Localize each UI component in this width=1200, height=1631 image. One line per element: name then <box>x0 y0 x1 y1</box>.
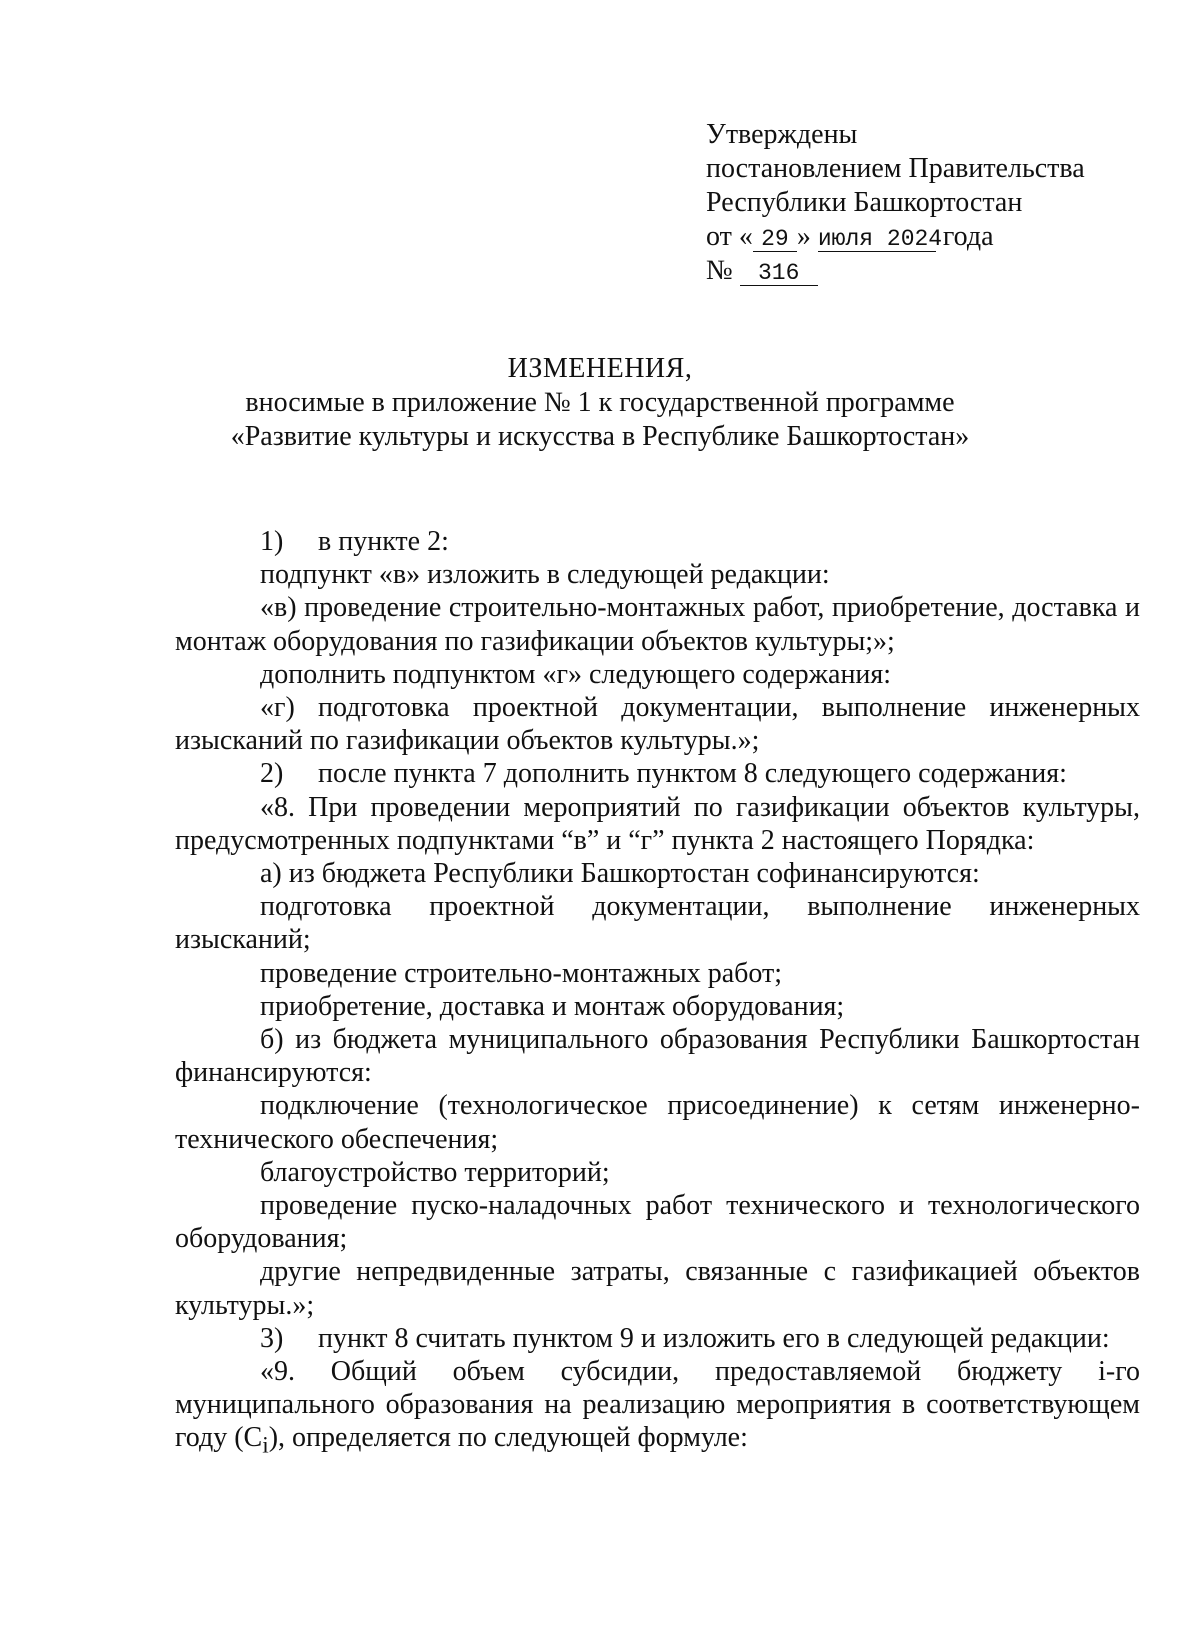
paragraph-8 <box>175 857 1140 890</box>
title-subtitle-1: вносимые в приложение № 1 к государственной программе <box>245 387 955 418</box>
paragraph-text: «9. Общий объем субсидии, предоставляемой бюджету i-го муниципального образования на реализацию мероприятия в соответствующем году (C <box>175 1356 1140 1454</box>
date-suffix: года <box>942 221 994 252</box>
paragraph-10 <box>175 957 1140 990</box>
paragraph-3 <box>175 591 1140 657</box>
document-body <box>175 525 1140 1463</box>
document-title <box>0 352 1200 454</box>
item-number: 1) <box>260 526 284 557</box>
date-day: 29 <box>753 227 797 252</box>
paragraph-text-end: ), определяется по следующей формуле: <box>268 1422 748 1454</box>
paragraph-18 <box>175 1355 1140 1463</box>
paragraph-7 <box>175 791 1140 857</box>
paragraph-11 <box>175 990 1140 1023</box>
paragraph-4 <box>175 658 1140 691</box>
number-prefix: № <box>706 255 733 286</box>
paragraph-text: а) из бюджета Республики Башкортостан софинансируются: <box>260 858 980 890</box>
title-subtitle-2: «Развитие культуры и искусства в Республике Башкортостан» <box>230 421 970 452</box>
paragraph-text: другие непредвиденные затраты, связанные с газификацией объектов культуры.»; <box>175 1256 1140 1321</box>
paragraph-text: подготовка проектной документации, выполнение инженерных изысканий; <box>175 891 1140 956</box>
title-heading: ИЗМЕНЕНИЯ, <box>507 353 693 384</box>
paragraph-14 <box>175 1156 1140 1189</box>
paragraph-1 <box>175 525 1140 558</box>
paragraph-6 <box>175 757 1140 790</box>
paragraph-9 <box>175 890 1140 956</box>
date-mid: » <box>796 221 811 252</box>
paragraph-13 <box>175 1089 1140 1155</box>
paragraph-text: подпункт «в» изложить в следующей редакции: <box>260 559 830 591</box>
date-month-year: июля 2024 <box>817 226 943 252</box>
number-value: 316 <box>740 261 818 286</box>
paragraph-text: пункт 8 считать пунктом 9 и изложить его в следующей редакции: <box>318 1322 1110 1354</box>
approval-stamp <box>706 118 1085 288</box>
paragraph-text: «г) подготовка проектной документации, выполнение инженерных изысканий по газификации объектов культуры.»; <box>175 692 1140 757</box>
paragraph-text: проведение строительно-монтажных работ; <box>260 957 783 989</box>
date-prefix: от « <box>706 221 753 252</box>
paragraph-text: после пункта 7 дополнить пунктом 8 следующего содержания: <box>318 758 1067 790</box>
paragraph-text: «в) проведение строительно-монтажных работ, приобретение, доставка и монтаж оборудования по газификации объектов культуры;»; <box>175 592 1140 657</box>
paragraph-5 <box>175 691 1140 757</box>
paragraph-12 <box>175 1023 1140 1089</box>
paragraph-16 <box>175 1255 1140 1321</box>
paragraph-text: благоустройство территорий; <box>260 1156 610 1188</box>
paragraph-2 <box>175 558 1140 591</box>
approval-line-2: постановлением Правительства <box>706 153 1085 184</box>
approval-number <box>706 254 1085 288</box>
approval-line-1: Утверждены <box>706 119 858 150</box>
approval-date <box>706 220 1085 254</box>
item-number: 2) <box>260 758 284 790</box>
paragraph-text: дополнить подпунктом «г» следующего содержания: <box>260 658 892 690</box>
paragraph-text: в пункте 2: <box>318 526 449 557</box>
paragraph-text: б) из бюджета муниципального образования Республики Башкортостан финансируются: <box>175 1024 1140 1089</box>
paragraph-17 <box>175 1322 1140 1355</box>
approval-line-3: Республики Башкортостан <box>706 187 1023 218</box>
paragraph-text: проведение пуско-наладочных работ технического и технологического оборудования; <box>175 1190 1140 1255</box>
paragraph-text: приобретение, доставка и монтаж оборудования; <box>260 990 845 1022</box>
paragraph-text: подключение (технологическое присоединение) к сетям инженерно-технического обеспечения; <box>175 1090 1140 1155</box>
paragraph-15 <box>175 1189 1140 1255</box>
item-number: 3) <box>260 1322 284 1354</box>
formula-subscript: i <box>262 1433 269 1460</box>
paragraph-text: «8. При проведении мероприятий по газификации объектов культуры, предусмотренных подпунктами “в” и “г” пункта 2 настоящего Порядка: <box>175 791 1140 856</box>
